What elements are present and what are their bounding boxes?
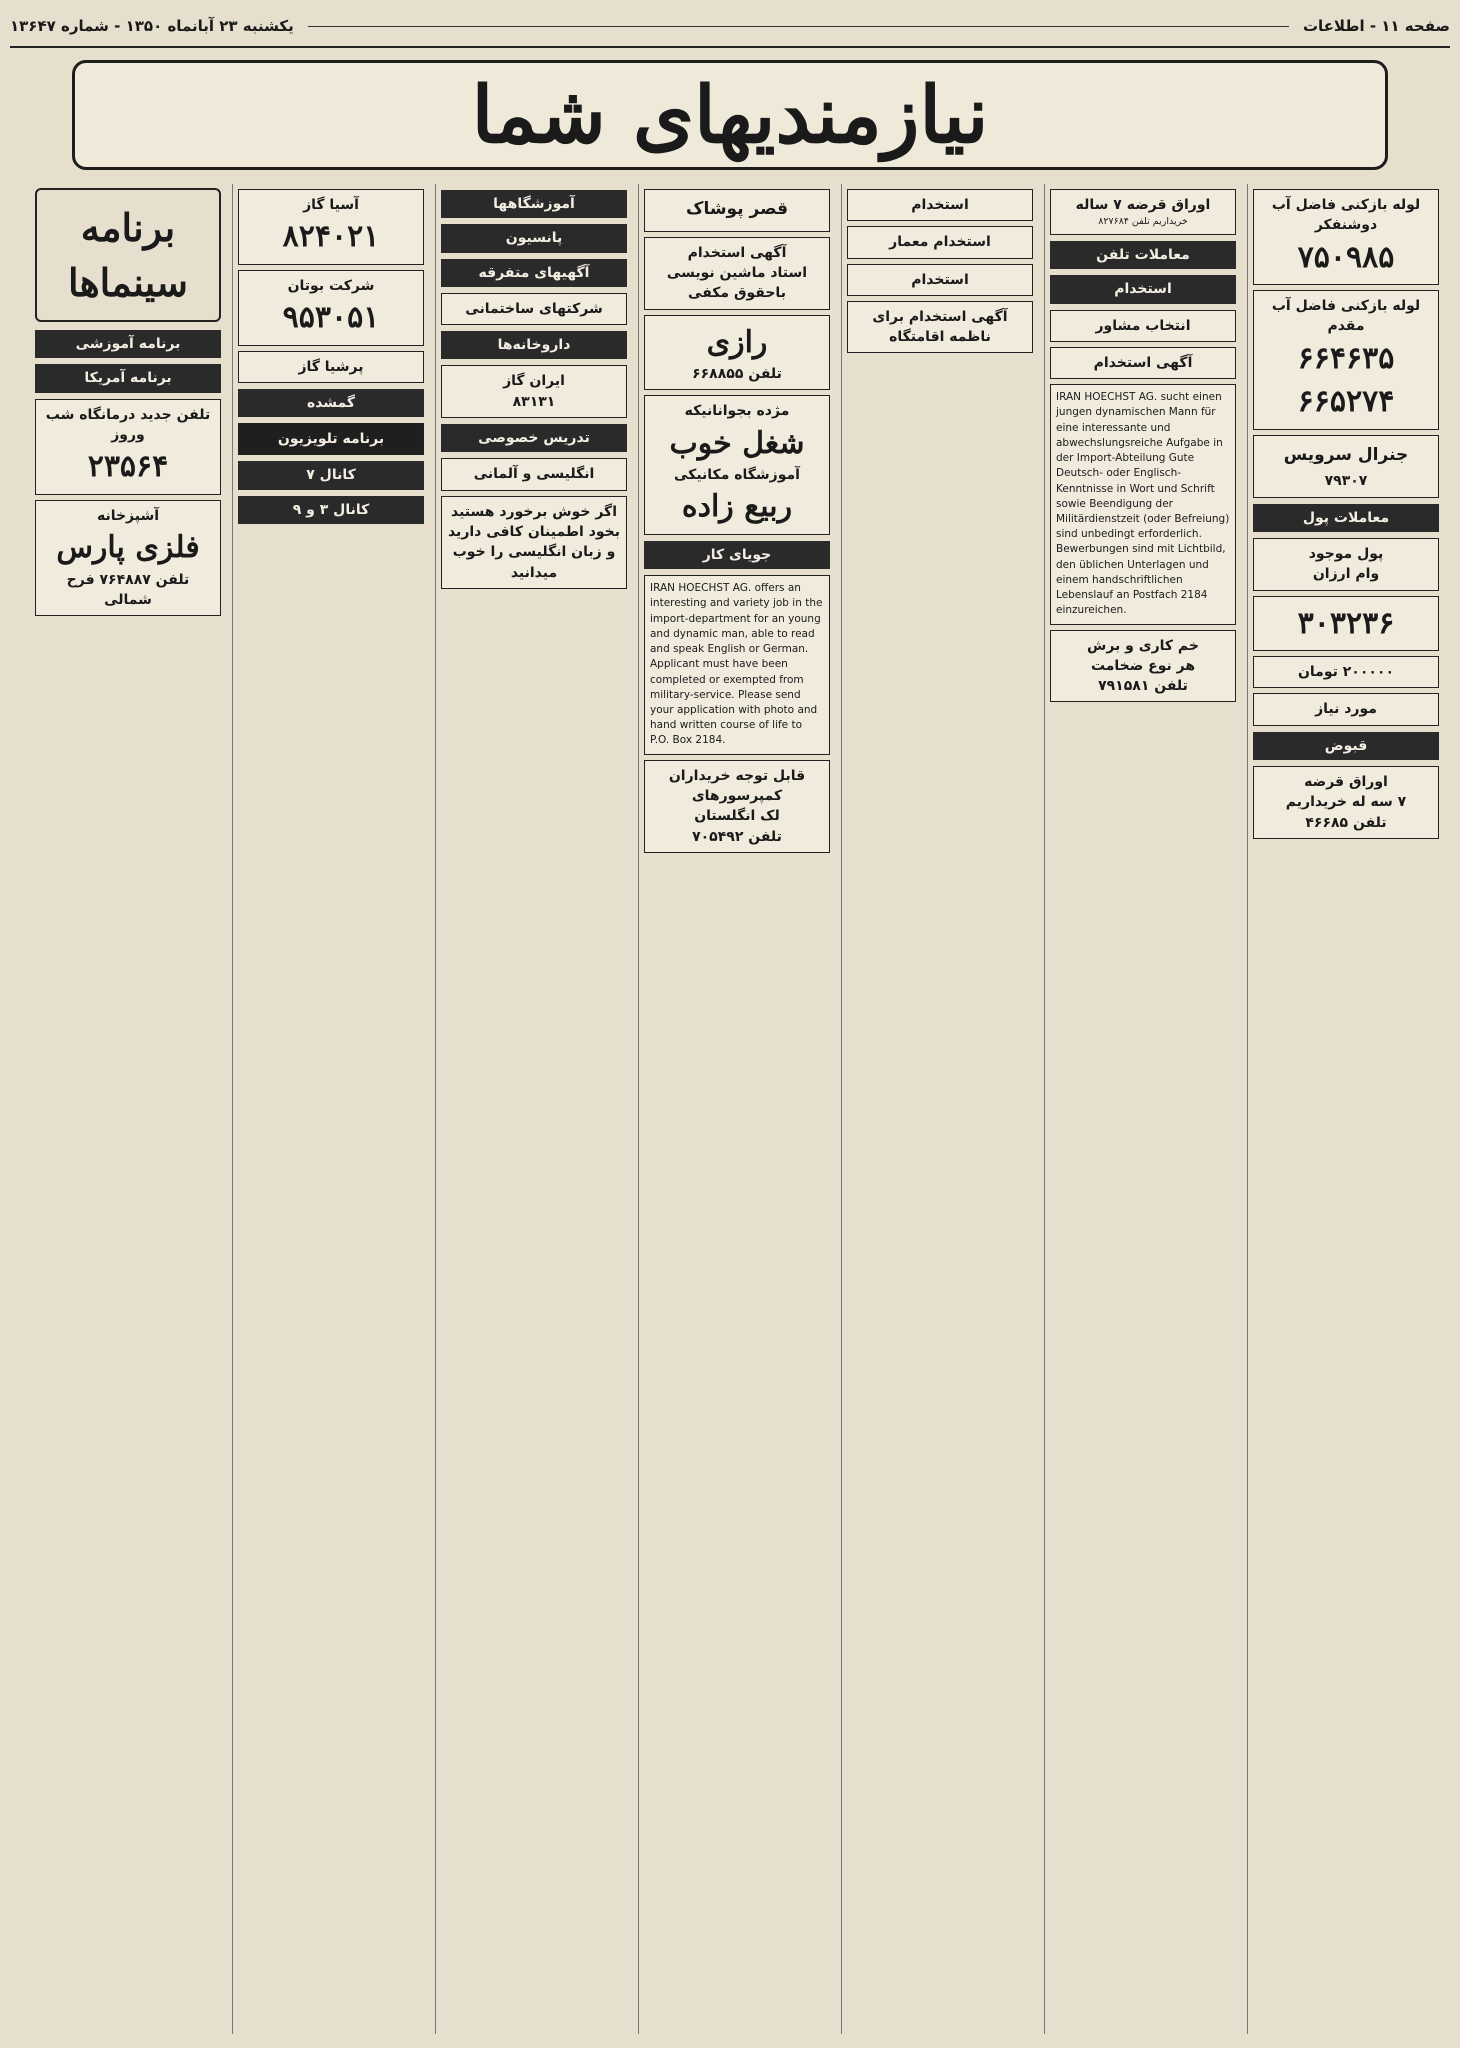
ad-kitchen: [35, 500, 221, 616]
ad-title: انگلیسی و آلمانی: [473, 466, 595, 483]
column-4: [638, 184, 835, 2034]
ad-persia-gas: [238, 351, 424, 383]
ad-title: انتخاب مشاور: [1095, 317, 1191, 334]
ad-phone: تلفن ۷۶۴۸۸۷ فرح شمالی: [66, 571, 190, 608]
ad-title: پول موجود: [1308, 545, 1384, 562]
section-private-tutoring: تدریس خصوصی: [441, 424, 627, 452]
section-us-program: برنامه آمریکا: [35, 364, 221, 392]
ad-text: آموزشگاه مکانیکی: [674, 467, 800, 484]
ad-hoechst-german: IRAN HOECHST AG. sucht einen jungen dynamischen Mann für eine interessante und abwechslungsreiche Aufgabe in der Import-Abteilung Gute Deutsch- oder Englisch-Kenntnisse in Wort und Schrift sowie Beendigung der Militärdienstzeit (oder Befreiung) sind unbedingt erforderlich. Bewerbungen sind mit Lichtbild, den üblichen Unterlagen und einem handschriftlichen Lebenslauf an Postfach 2184 einzureichen.: [1050, 384, 1236, 624]
ad-title: وام ارزان: [1312, 566, 1380, 583]
ad-asia-gas: [238, 189, 424, 265]
ad-phone: ۸۳۱۳۱: [512, 393, 556, 410]
ad-title: اوراق قرضه ۷ ساله: [1075, 197, 1211, 213]
ad-consultant: [1050, 310, 1236, 342]
column-2: [1044, 184, 1241, 2034]
ad-text: استاد ماشین نویسی باحقوق مکفی: [666, 264, 808, 302]
ad-title: استخدام: [911, 197, 969, 213]
column-3: [841, 184, 1038, 2034]
ad-title: خم کاری و برش: [1087, 637, 1199, 654]
ad-title: مورد نیاز: [1315, 701, 1377, 718]
ad-money: [1253, 538, 1439, 591]
ad-phone: ۹۵۳۰۵۱: [282, 300, 380, 336]
ad-phone: تلفن ۷۹۱۵۸۱: [1098, 678, 1188, 695]
tv-channel-3-9: کانال ۳ و ۹: [238, 496, 424, 524]
column-6: [232, 184, 429, 2034]
tv-title: برنامه تلویزیون: [277, 431, 385, 448]
ad-title: آگهی استخدام برای: [872, 308, 1008, 325]
ad-title: ایران گاز: [503, 373, 565, 390]
ad-phone: ۷۵۰۹۸۵: [1297, 239, 1395, 275]
ad-phone: تلفن ۴۶۶۸۵: [1305, 814, 1387, 831]
ad-text: لوله بازکنی فاضل آب: [1271, 197, 1421, 213]
section-money: معاملات پول: [1253, 504, 1439, 532]
ad-phone: ۷۹۳۰۷: [1324, 473, 1368, 490]
section-hiring: استخدام: [1050, 275, 1236, 303]
ad-title: قصر پوشاک: [686, 199, 788, 219]
ad-typing-teacher: [644, 237, 830, 310]
ad-title: ربیع زاده: [681, 489, 793, 525]
column-1: [1247, 184, 1444, 2034]
ad-title: فلزی پارس: [56, 530, 200, 566]
ad-butane: [238, 270, 424, 346]
ad-hiring-notice: [1050, 347, 1236, 379]
tv-program-box: [238, 423, 424, 455]
ad-iran-gas: [441, 365, 627, 418]
ad-title: جنرال سرویس: [1283, 444, 1409, 465]
ad-phone: خریداریم تلفن ۸۲۷۶۸۴: [1098, 216, 1188, 228]
section-pharmacies: داروخانه‌ها: [441, 331, 627, 359]
ad-title: آسیا گاز: [303, 197, 359, 213]
ad-title: کمپرسورهای: [691, 787, 783, 804]
section-pension: پانسیون: [441, 224, 627, 252]
ad-contractor: [441, 293, 627, 325]
ad-razi: [644, 315, 830, 391]
cinema-banner: [35, 188, 221, 322]
ad-title: استخدام معمار: [889, 234, 991, 251]
tv-channel-7: کانال ۷: [238, 461, 424, 489]
ad-general-service: [1253, 435, 1439, 498]
ad-phone: ۶۶۵۲۷۴: [1297, 384, 1395, 420]
section-schools: آموزشگاهها: [441, 190, 627, 218]
ad-hk: [1253, 656, 1439, 688]
running-header: [10, 6, 1450, 48]
ad-text: مژده بجوانانیکه: [684, 403, 790, 420]
ad-phone: ۲۳۵۶۴: [87, 449, 169, 485]
section-job-seekers: جویای کار: [644, 541, 830, 569]
ad-compressors: [644, 760, 830, 853]
section-phone-trade: معاملات تلفن: [1050, 241, 1236, 269]
ad-languages: [441, 458, 627, 490]
ad-phone: تلفن ۷۰۵۴۹۲: [692, 828, 782, 845]
ad-title: ۲۰۰۰۰۰ تومان: [1297, 664, 1395, 681]
ad-title: آشپزخانه: [96, 507, 160, 524]
ad-drain-cleaner-1: [1253, 189, 1439, 285]
section-misc: آگهیهای متفرقه: [441, 259, 627, 287]
ad-need: [1253, 693, 1439, 725]
section-educational: برنامه آموزشی: [35, 330, 221, 358]
ad-clinic: [35, 399, 221, 495]
ad-title: استخدام: [911, 271, 969, 288]
ad-title: لک انگلستان: [694, 808, 780, 825]
ad-text: لوله بازکنی فاضل آب: [1271, 298, 1421, 315]
ad-text: دوشنفکر: [1314, 217, 1378, 234]
ad-hire-architect: [847, 226, 1033, 258]
ad-phone: تلفن ۶۶۸۸۵۵: [692, 366, 782, 383]
ad-title: ناظمه اقامتگاه: [889, 329, 991, 346]
ad-title: رازی: [706, 324, 768, 360]
ad-title: تلفن جدید درمانگاه شب وروز: [45, 406, 211, 444]
ad-title: شغل خوب: [669, 425, 805, 461]
page-number: صفحه ۱۱ - اطلاعات: [1302, 17, 1450, 35]
ad-text: هر نوع ضخامت: [1090, 657, 1196, 674]
ad-title: اوراق قرضه: [1304, 773, 1388, 790]
section-lost: گمشده: [238, 389, 424, 417]
section-receipts: قبوض: [1253, 732, 1439, 760]
issue-date: یکشنبه ۲۳ آبانماه ۱۳۵۰ - شماره ۱۳۶۴۷: [10, 17, 294, 35]
ad-bonds-7: [1050, 189, 1236, 235]
ad-text: مقدم: [1327, 318, 1365, 335]
ad-notice: [441, 496, 627, 589]
ad-rabizadeh: [644, 395, 830, 535]
ad-hire-3: [847, 264, 1033, 296]
ad-phone: ۸۲۴۰۲۱: [282, 219, 380, 255]
ad-qasr-clothing: [644, 189, 830, 232]
masthead-title: نیازمندیهای شما: [471, 69, 989, 161]
column-5: [435, 184, 632, 2034]
ad-bending: [1050, 630, 1236, 703]
ad-title: قابل توجه خریداران: [668, 767, 806, 784]
ad-hoechst-english: IRAN HOECHST AG. offers an interesting and variety job in the import-department for an young and dynamic man, able to read and speak English or German. Applicant must have been completed or exempted from military-service. Please send your application with photo and hand written course of life to P.O. Box 2184.: [644, 575, 830, 754]
ad-phone: ۶۶۴۶۳۵: [1297, 340, 1395, 376]
ad-title: آگهی استخدام: [687, 244, 787, 261]
ad-bonds: [1253, 766, 1439, 839]
cinema-title: برنامه سینماها: [68, 205, 188, 306]
classified-columns: [30, 184, 1444, 2034]
ad-phone: ۳۰۳۲۳۶: [1297, 605, 1395, 641]
ad-title: شرکتهای ساختمانی: [465, 300, 603, 317]
column-7: [30, 184, 226, 2034]
ad-title: پرشیا گاز: [298, 358, 364, 375]
ad-hire: [847, 189, 1033, 221]
ad-drain-cleaner-2: [1253, 290, 1439, 430]
ad-text: ۷ سه له خریداریم: [1285, 794, 1407, 811]
ad-title: آگهی استخدام: [1093, 354, 1193, 371]
section-masthead: [72, 60, 1388, 170]
ad-title: شرکت بوتان: [287, 277, 375, 294]
ad-text: اگر خوش برخورد هستید بخود اطمینان کافی دارید و زبان انگلیسی را خوب میدانید: [447, 503, 621, 581]
header-rule: [308, 26, 1289, 27]
ad-loan: [1253, 596, 1439, 652]
ad-hire-dorm: [847, 301, 1033, 354]
